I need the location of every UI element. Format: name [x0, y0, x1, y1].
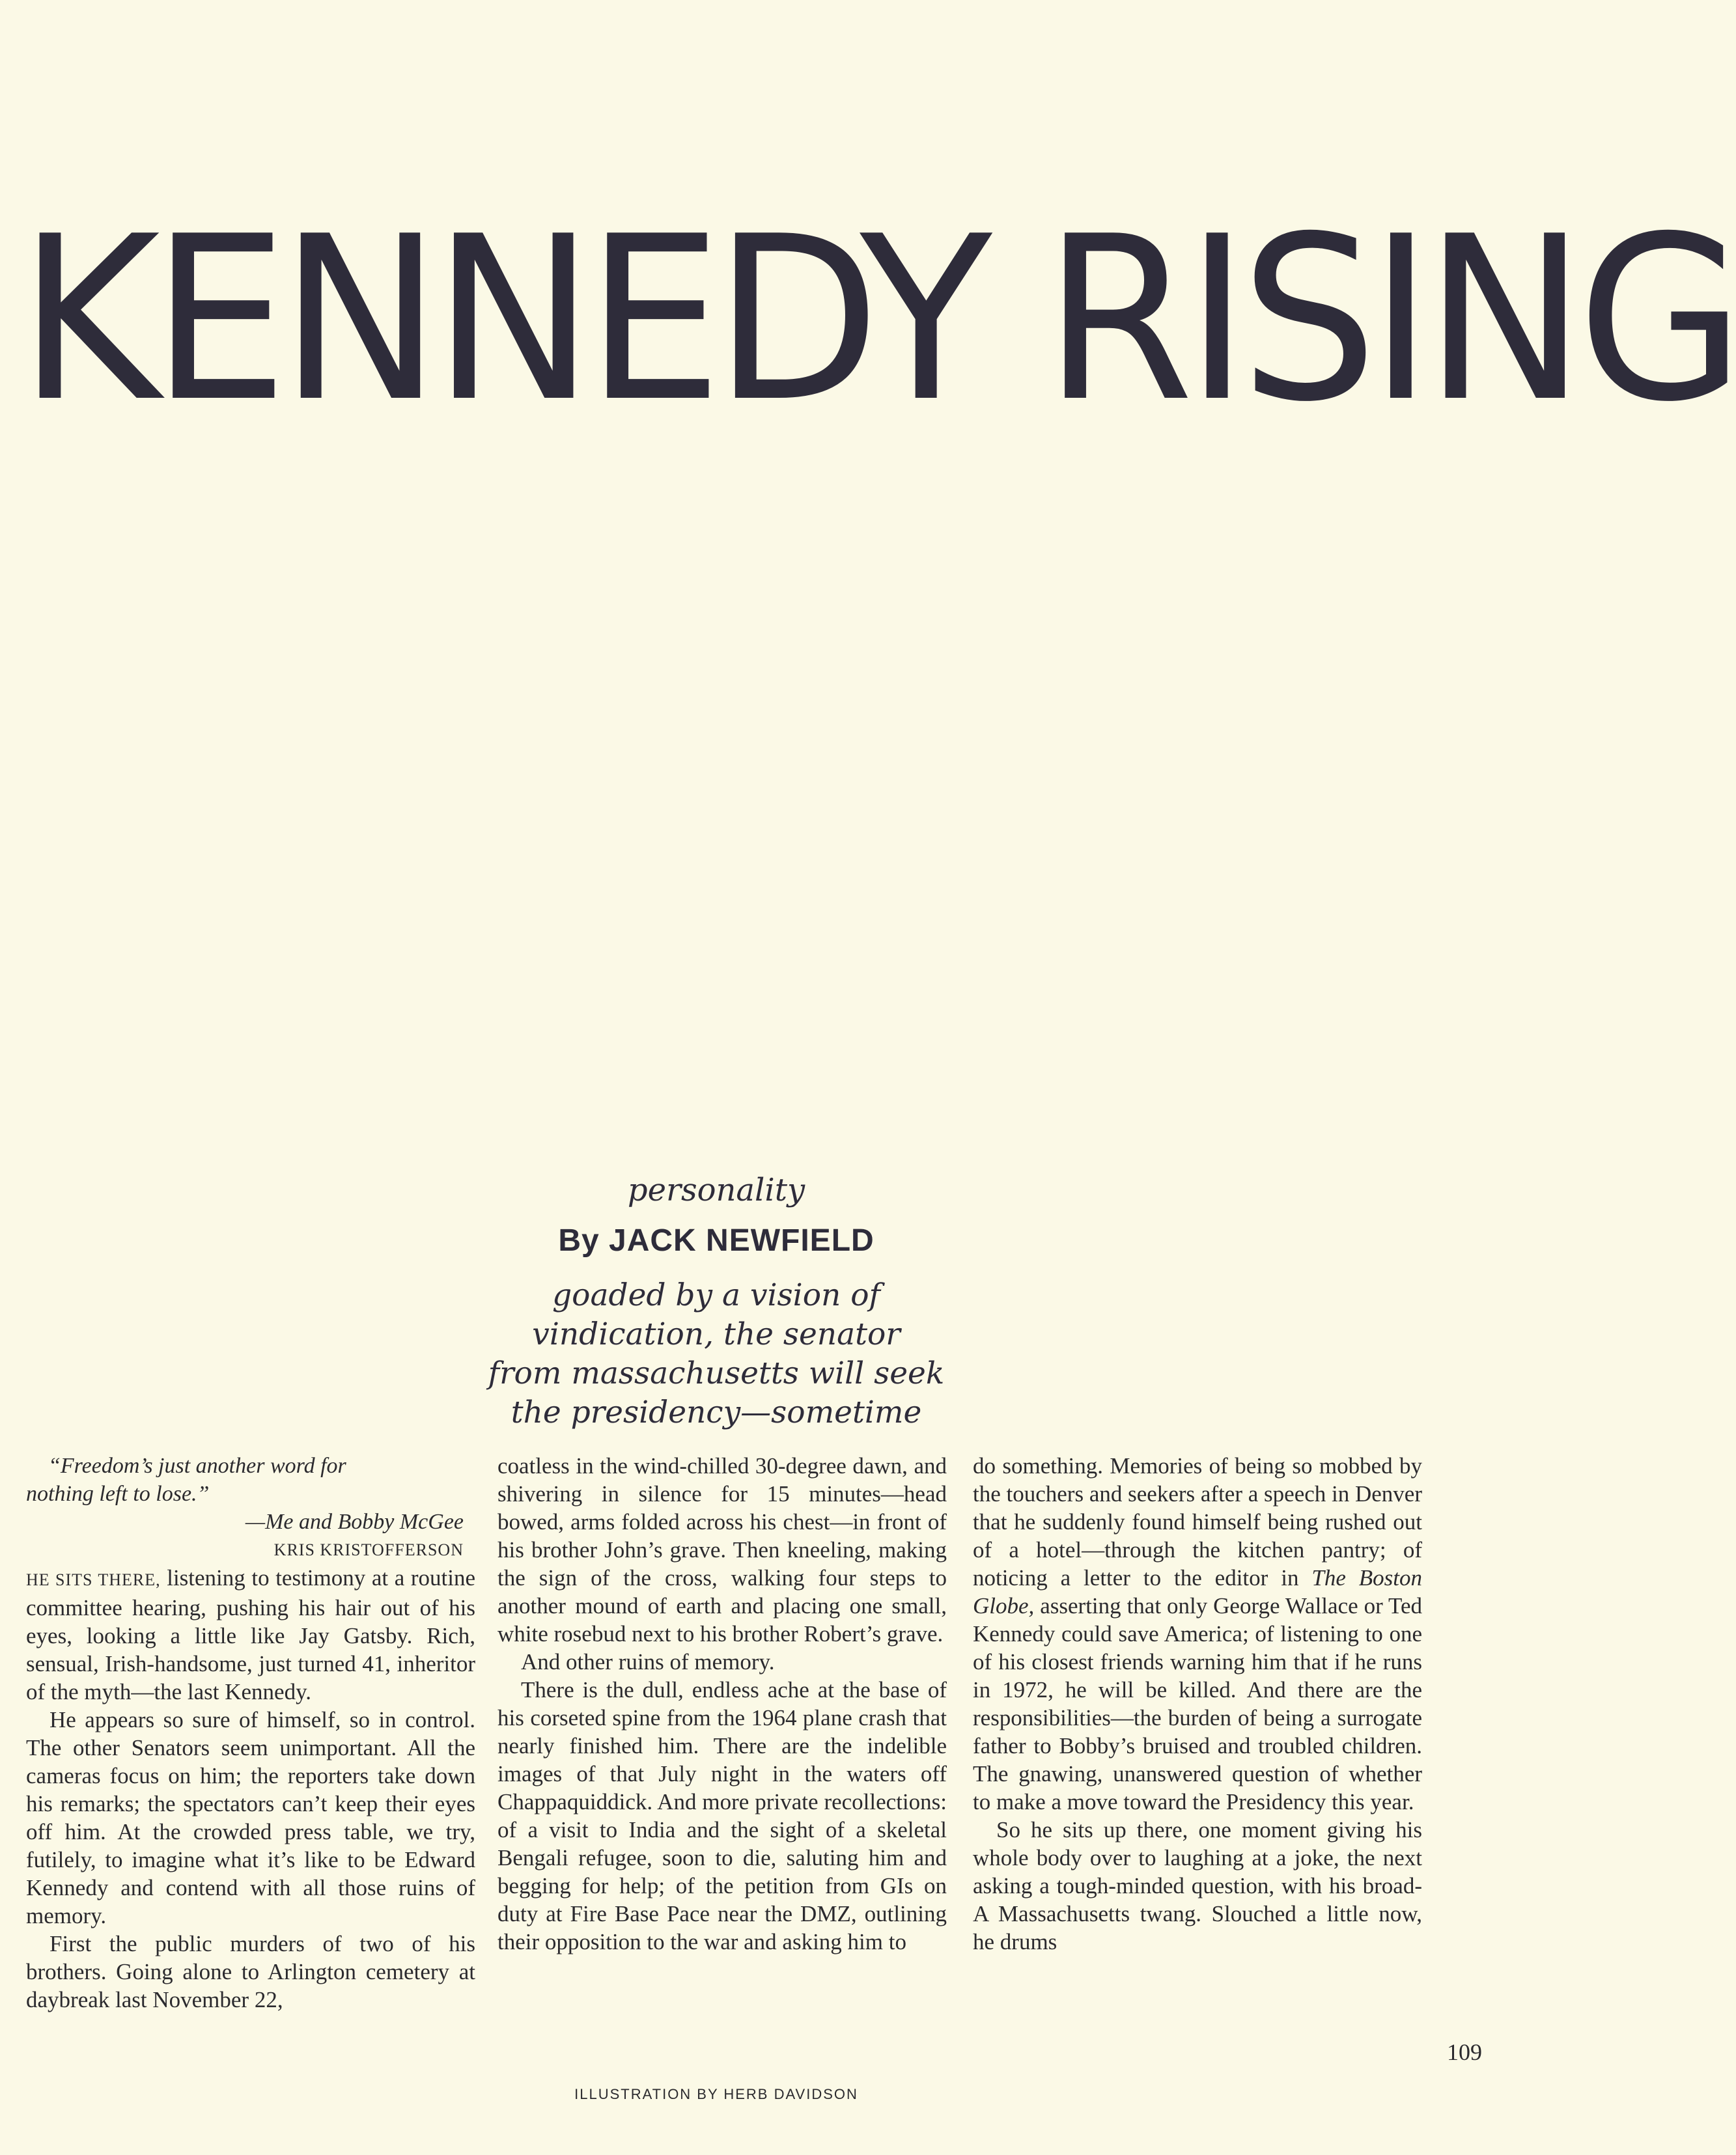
byline: By JACK NEWFIELD — [558, 1223, 875, 1258]
page-number: 109 — [1447, 2039, 1482, 2065]
epigraph — [26, 1452, 475, 1536]
body-column-1 — [26, 1452, 475, 2014]
body-paragraph: He appears so sure of himself, so in control. The other Senators seem unimportant. All the cameras focus on him; the reporters take down his remarks; the spectators can’t keep their eyes off him. At the crowded press table, we try, futilely, to imagine what it’s like to be Edward Kennedy and contend with all those ruins of memory. — [26, 1707, 475, 1928]
body-paragraph — [973, 1452, 1422, 1816]
deck-line: goaded by a vision of — [552, 1277, 880, 1313]
body-paragraph: First the public murders of two of his brothers. Going alone to Arlington cemetery at daybreak last November 22, — [26, 1931, 475, 2012]
body-paragraph: So he sits up there, one moment giving his whole body over to laughing at a joke, the next asking a tough-minded question, with his broad-A Massachusetts twang. Slouched a little now, he drums — [973, 1817, 1422, 1954]
lead-in: HE SITS THERE, — [26, 1570, 161, 1589]
illustration-credit: ILLUSTRATION BY HERB DAVIDSON — [574, 2086, 858, 2102]
epigraph-source: —Me and Bobby McGee — [245, 1510, 464, 1534]
epigraph-line: nothing left to lose.” — [26, 1482, 210, 1506]
body-paragraph — [26, 1564, 475, 1706]
section-kicker: personality — [627, 1172, 805, 1208]
paragraph-text: asserting that only George Wallace or Ted Kennedy could save America; of listening to one of his closest friends warning him that if he runs in 1972, he will be killed. And there are the responsibilities—the burden of being a surrogate father to Bobby’s bruised and troubled children. The gnawing, unanswered question of whether to make a move toward the Presidency this year. — [973, 1593, 1422, 1814]
body-column-3 — [973, 1452, 1422, 1956]
body-paragraph: coatless in the wind-chilled 30-degree dawn, and shivering in silence for 15 minutes—head bowed, arms folded across his chest—in front of his brother John’s grave. Then kneeling, making the sign of the cross, walking four steps to another mound of earth and placing one small, white rosebud next to his brother Robert’s grave. — [497, 1453, 947, 1647]
epigraph-author: KRIS KRISTOFFERSON — [273, 1540, 464, 1559]
body-paragraph: There is the dull, endless ache at the base of his corseted spine from the 1964 plane crash that nearly finished him. There are the indelible images of that July night in the waters off Chappaquiddick. And more private recollections: of a visit to India and the sight of a skeletal Bengali refugee, soon to die, saluting him and begging for help; of the petition from GIs on duty at Fire Base Pace near the DMZ, outlining their opposition to the war and asking him to — [497, 1677, 947, 1954]
paragraph-text: listening to testimony at a routine committee hearing, pushing his hair out of his eyes, looking a little like Jay Gatsby. Rich, sensual, Irish-handsome, just turned 41, inheritor of the myth—the last Kennedy. — [26, 1565, 475, 1704]
epigraph-line: “Freedom’s just another word for — [48, 1454, 346, 1478]
deck-line: vindication, the senator — [532, 1316, 901, 1352]
deck — [456, 1276, 977, 1432]
article-title: KENNEDY RISING — [18, 188, 1736, 452]
body-paragraph: And other ruins of memory. — [521, 1649, 775, 1675]
deck-line: the presidency—sometime — [511, 1395, 922, 1430]
body-column-2 — [497, 1452, 947, 1956]
publication-name: The Boston Globe, — [973, 1565, 1422, 1619]
deck-line: from massachusetts will seek — [488, 1356, 945, 1391]
paragraph-text: do something. Memories of being so mobbed by the touchers and seekers after a speech in Denver that he suddenly found himself being rushed out of a hotel—through the kitchen pantry; of noticing a letter to the editor in — [973, 1453, 1422, 1591]
